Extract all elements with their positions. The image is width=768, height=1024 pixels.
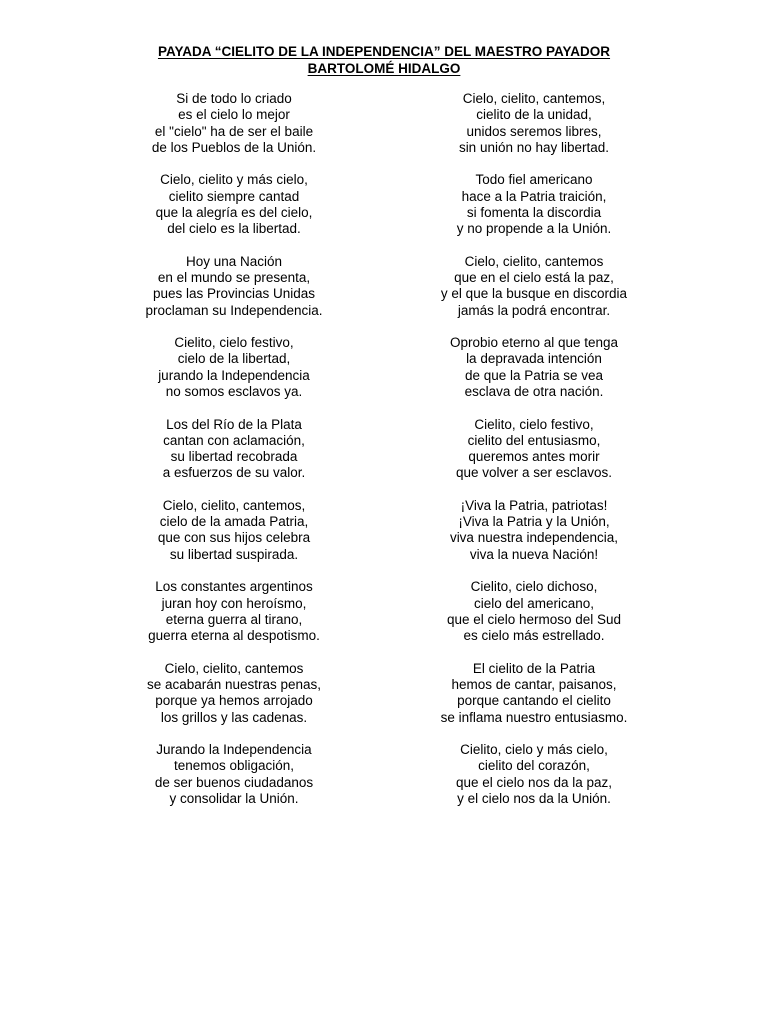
right-stanza-2	[424, 172, 644, 237]
left-stanza-1	[124, 91, 344, 156]
verse-line: en el mundo se presenta,	[157, 270, 311, 286]
right-stanza-4	[424, 335, 644, 400]
verse-line: que el cielo hermoso del Sud	[446, 611, 622, 627]
verse-line: Cielo, cielito y más cielo,	[160, 172, 308, 188]
verse-line: sin unión no hay libertad.	[458, 139, 610, 155]
verse-line: Cielo, cielito, cantemos	[164, 660, 304, 676]
verse-line: Cielito, cielo y más cielo,	[460, 742, 608, 757]
verse-line: pues las Provincias Unidas	[152, 286, 316, 302]
verse-line: si fomenta la discordia	[466, 204, 602, 220]
left-stanza-4	[124, 335, 344, 400]
verse-line: que volver a ser esclavos.	[455, 465, 613, 481]
right-stanza-9	[424, 742, 644, 807]
verse-line: es el cielo lo mejor	[178, 107, 290, 123]
verse-line: cielito siempre cantad	[168, 188, 300, 204]
right-stanza-1	[424, 91, 644, 156]
verse-line: viva nuestra independencia,	[449, 530, 619, 546]
right-column	[424, 91, 644, 823]
verse-line: Todo fiel americano	[475, 172, 593, 188]
verse-line: Los del Río de la Plata	[166, 416, 302, 432]
verse-line: el "cielo" ha de ser el baile	[154, 123, 314, 139]
verse-line: y el cielo nos da la Unión.	[457, 790, 611, 806]
verse-line: Cielito, cielo festivo,	[174, 335, 294, 351]
verse-line: porque ya hemos arrojado	[155, 693, 313, 709]
verse-line: Cielito, cielo festivo,	[474, 416, 594, 432]
verse-line: cielito de la unidad,	[476, 107, 592, 123]
verse-line: los grillos y las cadenas.	[160, 709, 308, 725]
title-line-2: BARTOLOMÉ HIDALGO	[307, 60, 461, 76]
right-stanza-3	[424, 254, 644, 319]
verse-line: Hoy una Nación	[185, 253, 283, 269]
left-stanza-5	[124, 417, 344, 482]
verse-line: tenemos obligación,	[173, 758, 295, 774]
verse-line: esclava de otra nación.	[464, 384, 604, 400]
verse-line: guerra eterna al despotismo.	[148, 628, 320, 644]
verse-line: hace a la Patria traición,	[461, 188, 607, 204]
verse-line: hemos de cantar, paisanos,	[451, 676, 617, 692]
verse-line: cielo de la libertad,	[177, 351, 291, 367]
right-stanza-7	[424, 579, 644, 644]
verse-line: y el que la busque en discordia	[440, 286, 628, 302]
verse-line: es cielo más estrellado.	[463, 628, 605, 644]
verse-line: unidos seremos libres,	[466, 123, 602, 139]
left-stanza-7	[124, 579, 344, 644]
verse-line: cantan con aclamación,	[163, 432, 305, 448]
verse-line: de ser buenos ciudadanos	[154, 774, 314, 790]
verse-line: Cielo, cielito, cantemos,	[462, 91, 606, 106]
verse-line: Los constantes argentinos	[155, 579, 313, 595]
verse-line: cielo de la amada Patria,	[159, 514, 309, 530]
verse-line: jurando la Independencia	[158, 367, 310, 383]
verse-line: del cielo es la libertad.	[167, 221, 301, 237]
verse-line: proclaman su Independencia.	[145, 302, 323, 318]
verse-line: la depravada intención	[466, 351, 602, 367]
verse-line: Cielo, cielito, cantemos	[464, 253, 604, 269]
right-stanza-8	[424, 661, 644, 726]
title-line-1: PAYADA “CIELITO DE LA INDEPENDENCIA” DEL MAESTRO PAYADOR	[157, 44, 611, 59]
verse-line: Jurando la Independencia	[156, 742, 312, 757]
verse-line: cielito del corazón,	[478, 758, 590, 774]
verse-line: viva la nueva Nación!	[469, 546, 599, 562]
verse-line: que con sus hijos celebra	[157, 530, 311, 546]
left-stanza-9	[124, 742, 344, 807]
verse-line: jamás la podrá encontrar.	[457, 302, 611, 318]
verse-line: a esfuerzos de su valor.	[162, 465, 306, 481]
left-stanza-6	[124, 498, 344, 563]
verse-line: juran hoy con heroísmo,	[161, 595, 307, 611]
verse-line: su libertad recobrada	[170, 449, 298, 465]
verse-line: eterna guerra al tirano,	[165, 611, 303, 627]
verse-line: se inflama nuestro entusiasmo.	[440, 709, 628, 725]
verse-line: y consolidar la Unión.	[169, 790, 299, 806]
verse-line: cielito del entusiasmo,	[467, 432, 601, 448]
verse-line: queremos antes morir	[468, 449, 600, 465]
verse-line: de que la Patria se vea	[464, 367, 604, 383]
verse-line: de los Pueblos de la Unión.	[151, 139, 317, 155]
verse-line: y no propende a la Unión.	[456, 221, 612, 237]
verse-line: que el cielo nos da la paz,	[455, 774, 613, 790]
verse-line: ¡Viva la Patria y la Unión,	[458, 514, 610, 530]
left-stanza-8	[124, 661, 344, 726]
verse-line: porque cantando el cielito	[457, 693, 611, 709]
verse-line: que en el cielo está la paz,	[454, 270, 614, 286]
left-stanza-3	[124, 254, 344, 319]
verse-line: que la alegría es del cielo,	[155, 204, 313, 220]
verse-line: Si de todo lo criado	[176, 91, 292, 106]
left-column	[124, 91, 344, 823]
right-stanza-6	[424, 498, 644, 563]
verse-line: no somos esclavos ya.	[165, 384, 303, 400]
verse-line: su libertad suspirada.	[169, 546, 299, 562]
verse-line: Cielo, cielito, cantemos,	[162, 497, 306, 513]
left-stanza-2	[124, 172, 344, 237]
verse-line: se acabarán nuestras penas,	[146, 676, 322, 692]
verse-line: Oprobio eterno al que tenga	[449, 335, 619, 351]
right-stanza-5	[424, 417, 644, 482]
page-title	[0, 44, 768, 77]
verse-line: Cielito, cielo dichoso,	[470, 579, 598, 595]
verse-line: cielo del americano,	[473, 595, 595, 611]
verse-line: ¡Viva la Patria, patriotas!	[460, 497, 608, 513]
verse-line: El cielito de la Patria	[472, 660, 596, 676]
